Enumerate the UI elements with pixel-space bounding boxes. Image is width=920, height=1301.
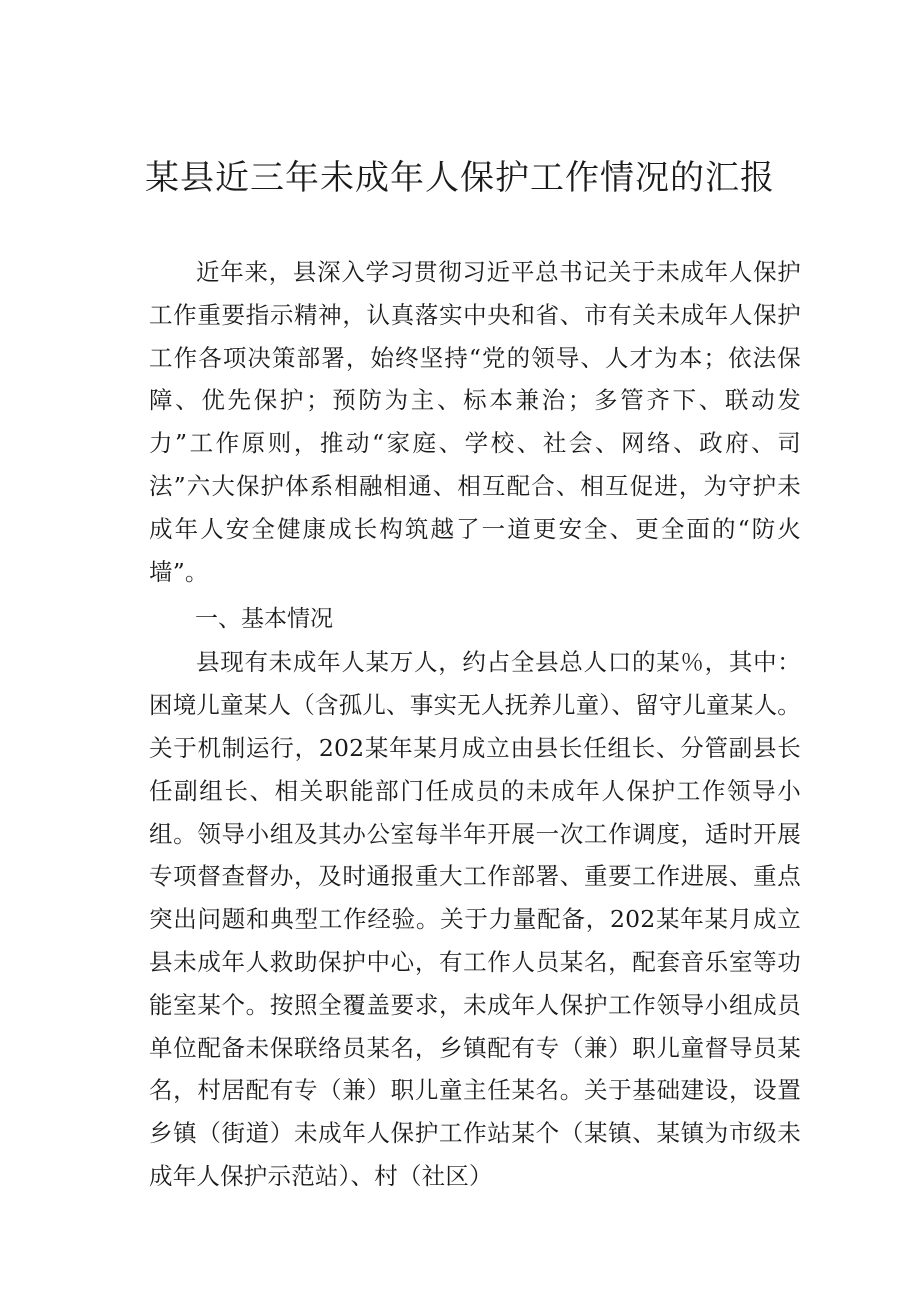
section-heading-basic-situation: 一、基本情况 (195, 606, 333, 633)
document-body (149, 251, 801, 1198)
intro-paragraph: 近年来，县深入学习贯彻习近平总书记关于未成年人保护工作重要指示精神，认真落实中央和省、市有关未成年人保护工作各项决策部署，始终坚持“党的领导、人才为本；依法保障、优先保护；预防为主、标本兼治；多管齐下、联动发力”工作原则，推动“家庭、学校、社会、网络、政府、司法”六大保护体系相融相通、相互配合、相互促进，为守护未成年人安全健康成长构筑越了一道更安全、更全面的“防火墙”。 (149, 258, 801, 586)
document-title: 某县近三年未成年人保护工作情况的汇报 (145, 158, 775, 198)
basic-situation-paragraph: 县现有未成年人某万人，约占全县总人口的某％，其中：困境儿童某人（含孤儿、事实无人抚养儿童）、留守儿童某人。关于机制运行，202某年某月成立由县长任组长、分管副县长任副组长、相关职能部门任成员的未成年人保护工作领导小组。领导小组及其办公室每半年开展一次工作调度，适时开展专项督查督办，及时通报重大工作部署、重要工作进展、重点突出问题和典型工作经验。关于力量配备，202某年某月成立县未成年人救助保护中心，有工作人员某名，配套音乐室等功能室某个。按照全覆盖要求，未成年人保护工作领导小组成员单位配备未保联络员某名，乡镇配有专（兼）职儿童督导员某名，村居配有专（兼）职儿童主任某名。关于基础建设，设置乡镇（街道）未成年人保护工作站某个（某镇、某镇为市级未成年人保护示范站）、村（社区） (149, 648, 801, 1190)
